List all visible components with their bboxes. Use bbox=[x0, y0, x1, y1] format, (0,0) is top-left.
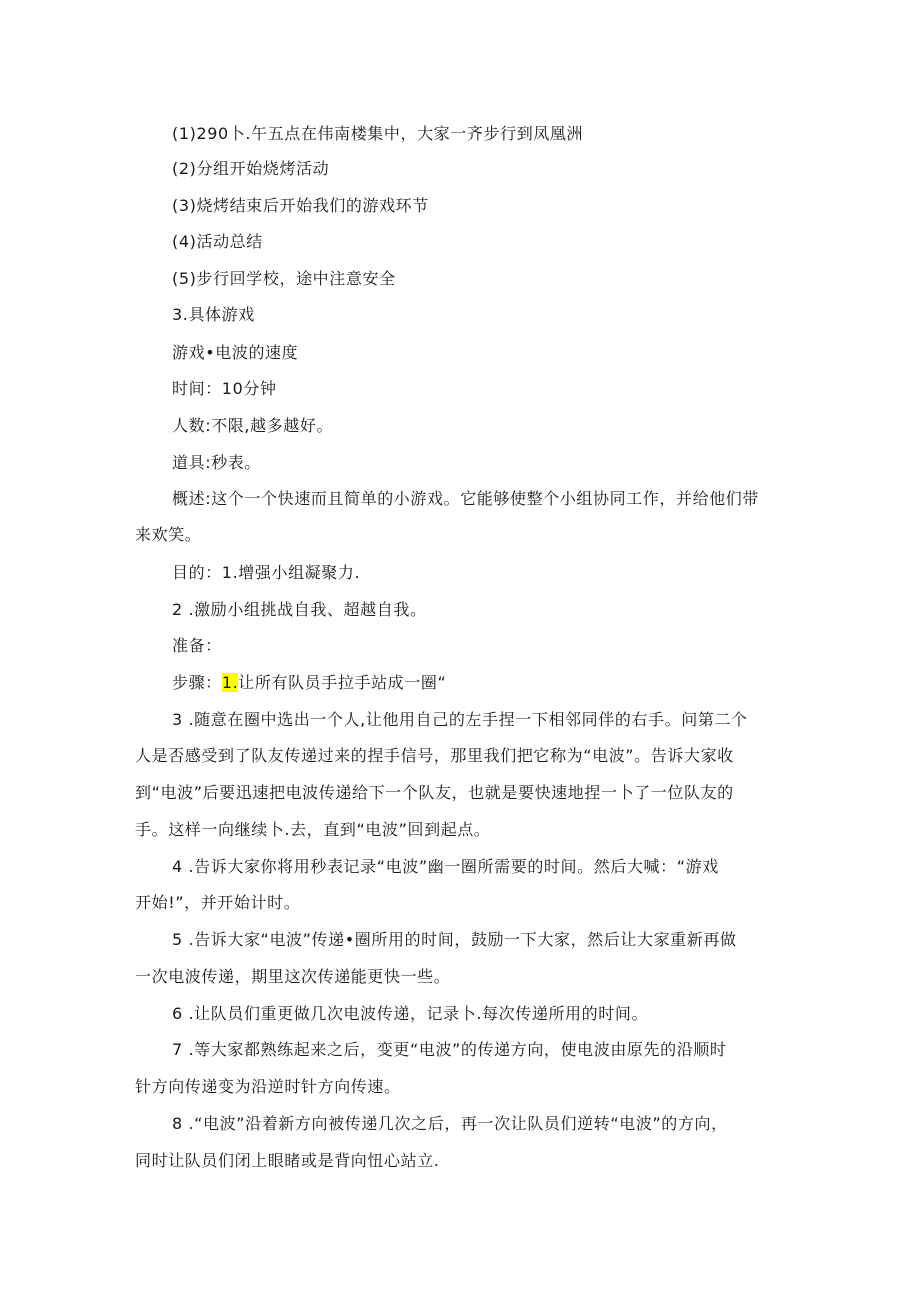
game-people: 人数:不限,越多越好。 bbox=[172, 416, 334, 435]
step-3-line-2: 人是否感受到了队友传递过来的捏手信号，那里我们把它称为“电波”。告诉大家收 bbox=[135, 746, 734, 765]
steps-label: 步骤： bbox=[172, 673, 222, 692]
schedule-item-4: (4)活动总结 bbox=[172, 232, 263, 251]
highlighted-step-number: 1. bbox=[221, 673, 239, 692]
step-8-line-2: 同时让队员们闭上眼睹或是背向忸心站立. bbox=[135, 1151, 440, 1170]
game-time: 时间：10分钟 bbox=[172, 379, 277, 398]
step-4-line-2: 开始!”，并开始计时。 bbox=[135, 893, 301, 912]
step-5-line-2: 一次电波传递，期里这次传递能更快一些。 bbox=[135, 967, 451, 986]
overview-line-2: 来欢笑。 bbox=[135, 525, 202, 544]
step-6: 6 .让队员们重更做几次电波传递，记录卜.每次传递所用的时间。 bbox=[172, 1004, 649, 1023]
step-5-line-1: 5 .告诉大家“电波”传递•圈所用的时间，鼓励一下大家，然后让大家重新再做 bbox=[172, 930, 737, 949]
step-7-line-2: 针方向传递变为沿逆时针方向传速。 bbox=[135, 1077, 401, 1096]
step-3-line-3: 到“电波”后要迅速把电波传递给下一个队友，也就是要快速地捏一卜了一位队友的 bbox=[135, 783, 734, 802]
step-4-line-1: 4 .告诉大家你将用秒表记录“电波”幽一圈所需要的时间。然后大喊：“游戏 bbox=[172, 857, 719, 876]
preparation-label: 准备： bbox=[172, 636, 222, 655]
game-props: 道具:秒表。 bbox=[172, 453, 261, 472]
overview-line-1: 概述:这个一个快速而且简单的小游戏。它能够使整个小组协同工作，并给他们带 bbox=[172, 489, 759, 508]
schedule-item-3: (3)烧烤结束后开始我们的游戏环节 bbox=[172, 196, 429, 215]
step-3-line-4: 手。这样一向继续卜.去，直到“电波”回到起点。 bbox=[135, 820, 491, 839]
purpose-1: 目的：1.增强小组凝聚力. bbox=[172, 563, 361, 582]
steps-text: 让所有队员手拉手站成一圈“ bbox=[238, 673, 447, 692]
steps-line bbox=[172, 673, 446, 693]
schedule-item-5: (5)步行回学校，途中注意安全 bbox=[172, 269, 396, 288]
game-title: 游戏•电波的速度 bbox=[172, 343, 299, 362]
purpose-2: 2 .激励小组挑战自我、超越自我。 bbox=[172, 600, 427, 619]
step-3-line-1: 3 .随意在圈中选出一个人,让他用自己的左手捏一下相邻同伴的右手。问第二个 bbox=[172, 710, 748, 729]
schedule-item-2: (2)分组开始烧烤活动 bbox=[172, 159, 330, 178]
schedule-item-1: (1)290卜.午五点在伟南楼集中，大家一齐步行到凤凰洲 bbox=[172, 124, 584, 143]
section-heading: 3.具体游戏 bbox=[172, 305, 255, 324]
step-8-line-1: 8 .“电波”沿着新方向被传递几次之后，再一次让队员们逆转“电波”的方向， bbox=[172, 1114, 728, 1133]
step-7-line-1: 7 .等大家都熟练起来之后，变更“电波”的传递方向，使电波由原先的沿顺时 bbox=[172, 1040, 727, 1059]
